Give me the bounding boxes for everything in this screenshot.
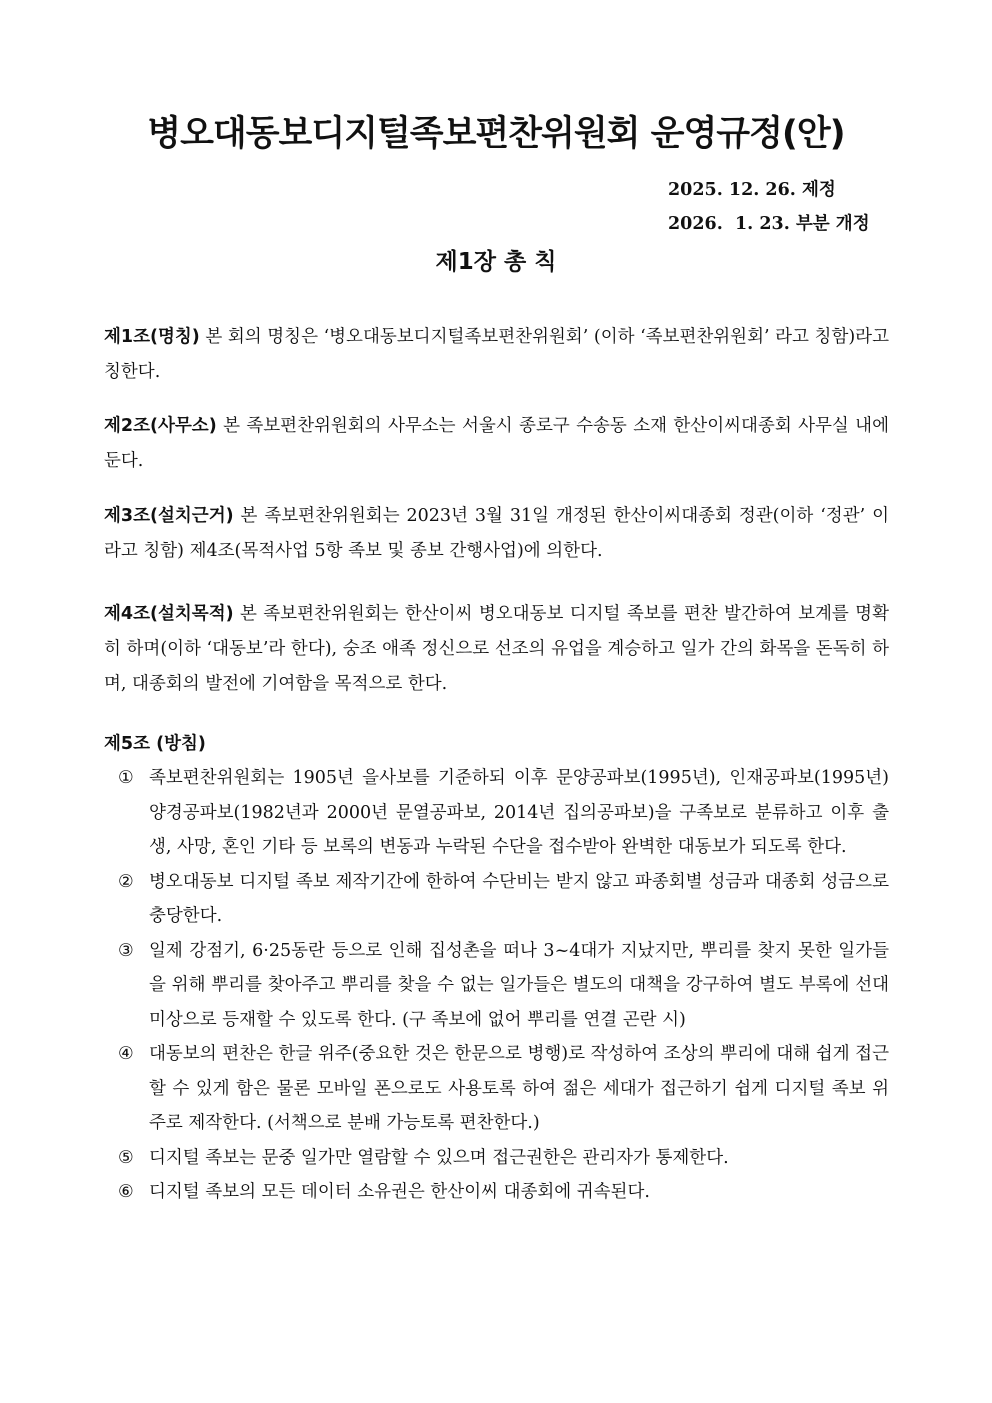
article-5-item-1 <box>118 761 889 865</box>
article-2 <box>104 409 889 479</box>
item-number: ③ <box>118 940 134 961</box>
item-text: 디지털 족보는 문중 일가만 열람할 수 있으며 접근권한은 관리자가 통제한다. <box>149 1147 729 1168</box>
article-3-heading: 제3조(설치근거) <box>104 506 234 526</box>
article-4-text: 본 족보편찬위원회는 한산이씨 병오대동보 디지털 족보를 편찬 발간하여 보계를 명확히 하며(이하 ‘대동보’라 한다), 숭조 애족 정신으로 선조의 유업을 계승하고 일가 간의 화목을 돈독히 하며, 대종회의 발전에 기여함을 목적으로 한다. <box>104 604 889 694</box>
article-5-item-6 <box>118 1175 889 1210</box>
article-5-item-4 <box>118 1037 889 1141</box>
article-5-items <box>118 761 889 1210</box>
item-number: ⑤ <box>118 1147 134 1168</box>
article-3 <box>104 499 889 569</box>
article-5-item-3 <box>118 934 889 1038</box>
item-text: 대동보의 편찬은 한글 위주(중요한 것은 한문으로 병행)로 작성하여 조상의 뿌리에 대해 쉽게 접근할 수 있게 함은 물론 모바일 폰으로도 사용토록 하여 젊은 세대가 접근하기 쉽게 디지털 족보 위주로 제작한다. (서책으로 분배 가능토록 편찬한다.) <box>149 1044 889 1133</box>
article-1-heading: 제1조(명칭) <box>104 327 200 347</box>
item-number: ④ <box>118 1044 134 1064</box>
revision-enacted: 2025. 12. 26. 제정 <box>668 180 836 200</box>
document-title: 병오대동보디지털족보편찬위원회 운영규정(안) <box>147 114 845 154</box>
article-5-heading: 제5조 (방침) <box>104 734 206 754</box>
item-text: 병오대동보 디지털 족보 제작기간에 한하여 수단비는 받지 않고 파종회별 성금과 대종회 성금으로 충당한다. <box>149 871 889 926</box>
article-5-item-2 <box>118 865 889 934</box>
item-text: 디지털 족보의 모든 데이터 소유권은 한산이씨 대종회에 귀속된다. <box>149 1182 650 1202</box>
article-3-text: 본 족보편찬위원회는 2023년 3월 31일 개정된 한산이씨대종회 정관(이하 ‘정관’ 이라고 칭함) 제4조(목적사업 5항 족보 및 종보 간행사업)에 의한다. <box>104 506 889 561</box>
article-4 <box>104 597 889 702</box>
chapter-heading: 제1장 총 칙 <box>435 249 557 275</box>
article-1 <box>104 320 889 390</box>
article-5-item-5 <box>118 1141 889 1176</box>
article-2-heading: 제2조(사무소) <box>104 416 217 436</box>
item-text: 일제 강점기, 6·25동란 등으로 인해 집성촌을 떠나 3~4대가 지났지만, 뿌리를 찾지 못한 일가들을 위해 뿌리를 찾아주고 뿌리를 찾을 수 없는 일가들은 별도의 대책을 강구하여 별도 부록에 선대미상으로 등재할 수 있도록 한다. (구 족보에 없어 뿌리를 연결 곤란 시) <box>149 940 889 1030</box>
item-number: ⑥ <box>118 1182 134 1202</box>
item-number: ① <box>118 768 134 788</box>
item-text: 족보편찬위원회는 1905년 을사보를 기준하되 이후 문양공파보(1995년), 인재공파보(1995년) 양경공파보(1982년과 2000년 문열공파보, 2014년 집의공파보)을 구족보로 분류하고 이후 출생, 사망, 혼인 기타 등 보록의 변동과 누락된 수단을 접수받아 완벽한 대동보가 되도록 한다. <box>149 768 889 857</box>
item-number: ② <box>118 871 134 892</box>
article-2-text: 본 족보편찬위원회의 사무소는 서울시 종로구 수송동 소재 한산이씨대종회 사무실 내에 둔다. <box>104 416 889 471</box>
revision-amended: 2026. 1. 23. 부분 개정 <box>668 214 870 234</box>
article-1-text: 본 회의 명칭은 ‘병오대동보디지털족보편찬위원회’ (이하 ‘족보편찬위원회’ 라고 칭함)라고 칭한다. <box>104 327 889 382</box>
article-4-heading: 제4조(설치목적) <box>104 604 234 624</box>
